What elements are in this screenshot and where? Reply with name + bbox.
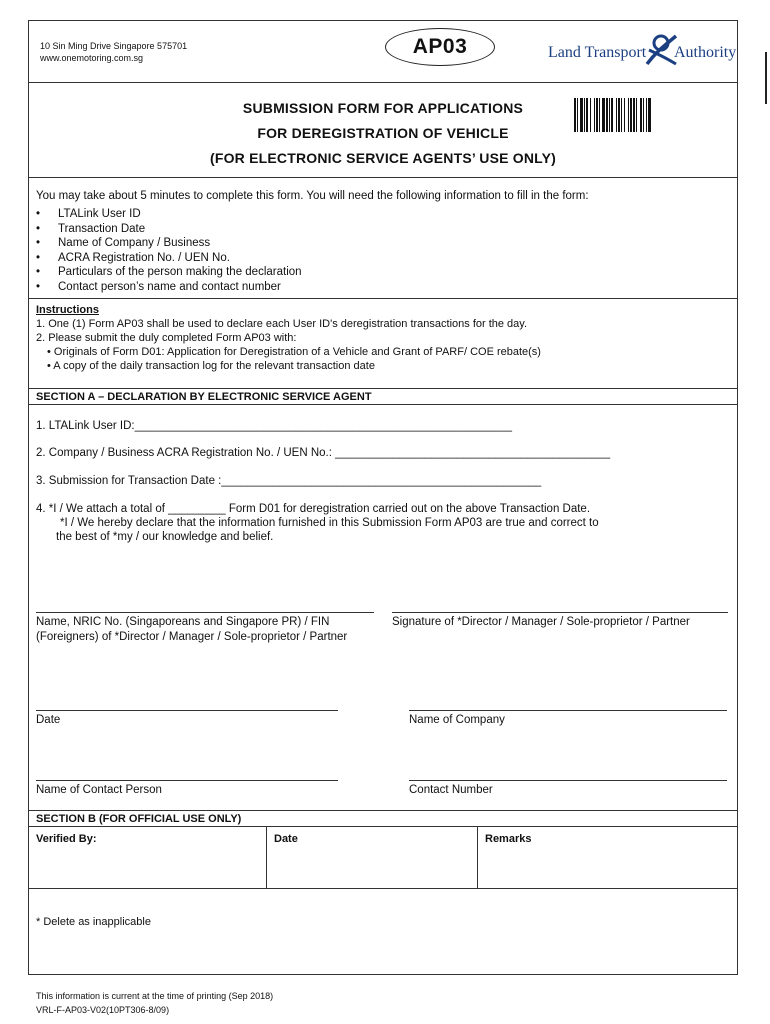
- website-line: www.onemotoring.com.sg: [40, 53, 144, 63]
- section-b-col-divider-2: [477, 826, 478, 888]
- contact-number-label: Contact Number: [409, 784, 493, 796]
- section-a-heading: SECTION A – DECLARATION BY ELECTRONIC SERVICE AGENT: [36, 391, 372, 403]
- lta-emblem-icon: [644, 32, 678, 66]
- remarks-cell[interactable]: Remarks: [485, 833, 532, 845]
- intro-divider: [28, 298, 738, 299]
- transaction-date-field[interactable]: 3. Submission for Transaction Date :__________________________________________________: [36, 475, 542, 487]
- uen-field[interactable]: 2. Company / Business ACRA Registration No. / UEN No.: ___________________________________________: [36, 447, 611, 459]
- company-label: Name of Company: [409, 714, 505, 726]
- list-item: • ACRA Registration No. / UEN No.: [58, 251, 302, 266]
- declaration-line-2: *I / We hereby declare that the information furnished in this Submission Form AP03 are true and correct to: [60, 517, 599, 529]
- instruction-2-sub-2: • A copy of the daily transaction log for the relevant transaction date: [47, 360, 375, 372]
- list-item: • Transaction Date: [58, 222, 302, 237]
- delete-note: * Delete as inapplicable: [36, 916, 151, 928]
- user-id-field[interactable]: 1. LTALink User ID:___________________________________________________________: [36, 420, 512, 432]
- header-divider: [28, 82, 738, 83]
- company-signline[interactable]: [409, 710, 727, 711]
- signature-signline[interactable]: [392, 612, 728, 613]
- page-edge-mark: [765, 52, 767, 104]
- list-item: • Particulars of the person making the declaration: [58, 265, 302, 280]
- signature-label: Signature of *Director / Manager / Sole-proprietor / Partner: [392, 616, 690, 628]
- lta-logo: [546, 34, 738, 68]
- date-cell[interactable]: Date: [274, 833, 298, 845]
- intro-text: You may take about 5 minutes to complete this form. You will need the following information to fill in the form:: [36, 190, 589, 202]
- instruction-2-sub-1: • Originals of Form D01: Application for Deregistration of a Vehicle and Grant of PARF/ COE rebate(s): [47, 346, 541, 358]
- barcode-icon: [574, 98, 700, 132]
- contact-person-signline[interactable]: [36, 780, 338, 781]
- title-line-1: SUBMISSION FORM FOR APPLICATIONS: [242, 100, 524, 116]
- list-item: • Name of Company / Business: [58, 236, 302, 251]
- section-b-top-rule: [28, 810, 738, 811]
- section-a-heading-rule: [28, 404, 738, 405]
- logo-text-right: Authority: [674, 44, 737, 61]
- instruction-2: 2. Please submit the duly completed Form AP03 with:: [36, 332, 297, 344]
- logo-text-left: Land Transport: [548, 44, 647, 61]
- instruction-1: 1. One (1) Form AP03 shall be used to declare each User ID's deregistration transactions for the day.: [36, 318, 528, 330]
- form-code-badge: [385, 28, 495, 66]
- section-b-heading: SECTION B (FOR OFFICIAL USE ONLY): [36, 813, 242, 825]
- section-b-heading-rule: [28, 826, 738, 827]
- form-code: AP03: [412, 35, 468, 58]
- footer-form-ref: VRL-F-AP03-V02(10PT306-8/09): [36, 1005, 170, 1015]
- date-label: Date: [36, 714, 61, 726]
- declaration-line-3: the best of *my / our knowledge and belief.: [56, 531, 274, 543]
- attachment-count-field[interactable]: 4. *I / We attach a total of _________ Form D01 for deregistration carried out on the above Transaction Date.: [36, 503, 591, 515]
- title-divider: [28, 177, 738, 178]
- section-b-bottom-rule: [28, 888, 738, 889]
- contact-number-signline[interactable]: [409, 780, 727, 781]
- section-a-top-rule: [28, 388, 738, 389]
- instructions-heading: Instructions: [36, 304, 99, 316]
- list-item: • Contact person’s name and contact number: [58, 280, 302, 295]
- verified-by-cell[interactable]: Verified By:: [36, 833, 97, 845]
- date-signline[interactable]: [36, 710, 338, 711]
- name-nric-label: Name, NRIC No. (Singaporeans and Singapore PR) / FIN (Foreigners) of *Director / Manager / Sole-proprietor / Partner: [36, 616, 348, 643]
- contact-person-label: Name of Contact Person: [36, 784, 162, 796]
- section-b-col-divider-1: [266, 826, 267, 888]
- footer-currency-note: This information is current at the time of printing (Sep 2018): [36, 991, 274, 1001]
- list-item: • LTALink User ID: [58, 207, 302, 222]
- title-line-2: FOR DEREGISTRATION OF VEHICLE: [257, 125, 509, 141]
- name-nric-signline[interactable]: [36, 612, 374, 613]
- required-info-list: [58, 207, 302, 294]
- address-line-1: 10 Sin Ming Drive Singapore 575701: [40, 41, 188, 51]
- title-line-3: (FOR ELECTRONIC SERVICE AGENTS’ USE ONLY): [209, 150, 557, 166]
